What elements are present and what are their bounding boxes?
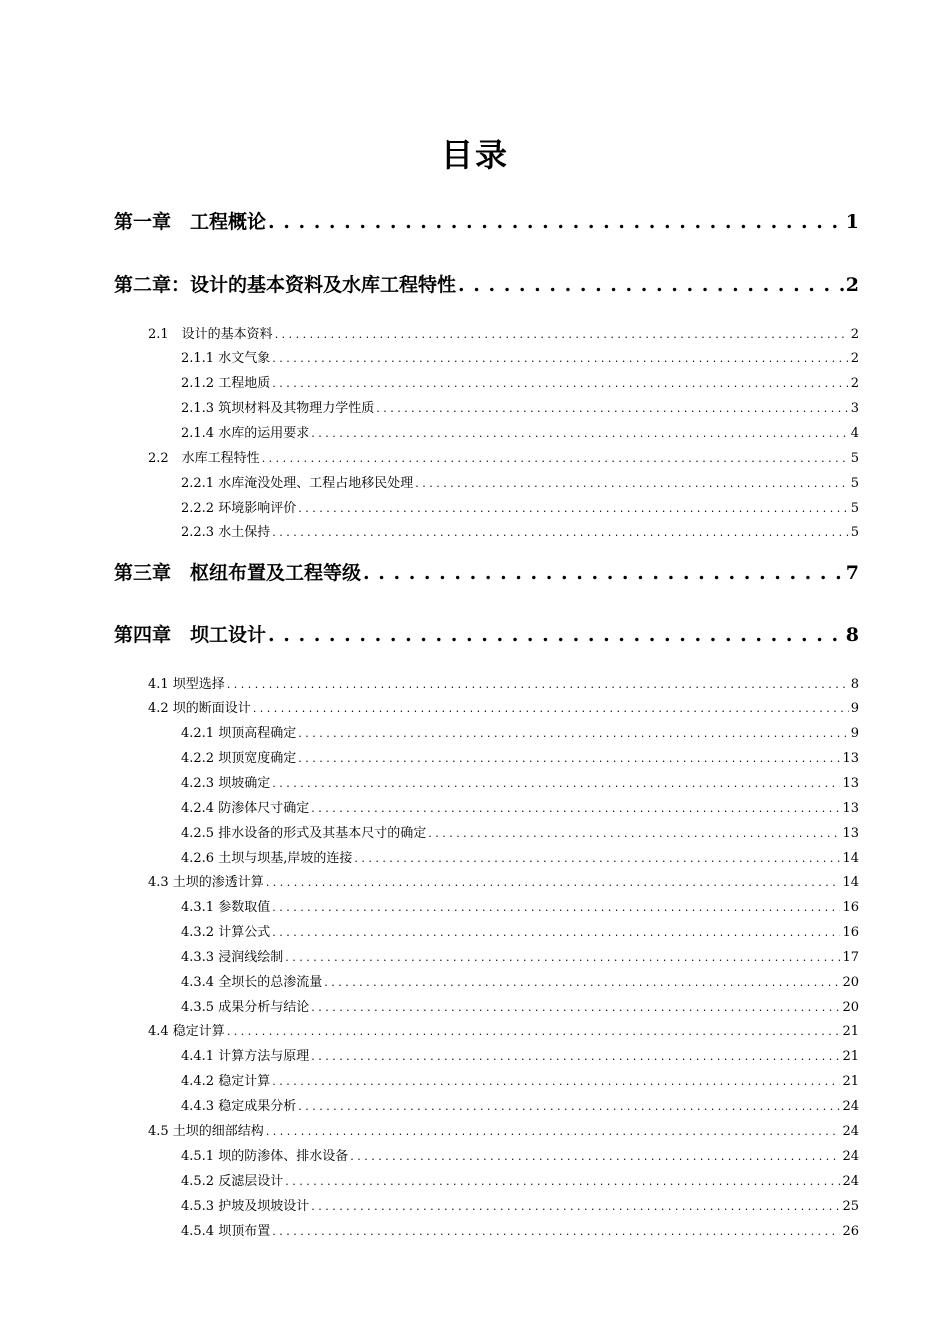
toc-entry-label: 2.2.2 环境影响评价 (181, 501, 297, 516)
toc-page-number: 7 (845, 562, 859, 584)
toc-entry-label: 4.3 土坝的渗透计算 (148, 875, 264, 890)
toc-page-number: 20 (842, 1000, 859, 1015)
toc-entry-label: 4.5.2 反滤层设计 (181, 1174, 284, 1189)
toc-entry-section[interactable] (148, 697, 859, 716)
toc-page-number: 21 (842, 1024, 859, 1039)
toc-entry-label: 4.4.3 稳定成果分析 (181, 1099, 297, 1114)
toc-page-number: 2 (845, 274, 859, 296)
toc-entry-subsection[interactable] (181, 497, 859, 516)
dot-leader (298, 502, 849, 515)
toc-entry-label: 第三章 枢纽布置及工程等级 (114, 562, 362, 584)
toc-page-number: 5 (850, 501, 859, 516)
toc-entry-section[interactable] (148, 1120, 859, 1139)
dot-leader (272, 352, 849, 365)
dot-leader (272, 526, 849, 539)
toc-page-number: 9 (850, 726, 859, 741)
toc-entry-chapter-4[interactable] (114, 620, 859, 647)
toc-entry-label: 4.2.2 坝顶宽度确定 (181, 751, 297, 766)
toc-entry-subsection[interactable] (181, 372, 859, 391)
toc-page-number: 16 (842, 925, 859, 940)
dot-leader (428, 827, 840, 840)
toc-entry-label: 4.1 坝型选择 (148, 677, 225, 692)
dot-leader (268, 624, 844, 646)
toc-entry-chapter-3[interactable] (114, 558, 859, 585)
toc-entry-label: 4.5.4 坝顶布置 (181, 1224, 271, 1239)
toc-entry-section[interactable] (148, 871, 859, 890)
toc-page-number: 21 (842, 1049, 859, 1064)
toc-entry-subsection[interactable] (181, 1170, 859, 1189)
dot-leader (311, 1200, 840, 1213)
dot-leader (272, 1225, 840, 1238)
toc-page-number: 13 (842, 751, 859, 766)
toc-page-number: 24 (842, 1174, 859, 1189)
toc-page-number: 5 (850, 476, 859, 491)
toc-entry-label: 4.3.2 计算公式 (181, 925, 271, 940)
toc-entry-subsection[interactable] (181, 472, 859, 491)
toc-entry-label: 4.4 稳定计算 (148, 1024, 225, 1039)
toc-entry-label: 4.3.3 浸润线绘制 (181, 950, 284, 965)
toc-entry-subsection[interactable] (181, 347, 859, 366)
toc-entry-label: 4.2.1 坝顶高程确定 (181, 726, 297, 741)
toc-page-number: 24 (842, 1124, 859, 1139)
dot-leader (350, 1150, 840, 1163)
dot-leader (227, 678, 849, 691)
toc-entry-subsection[interactable] (181, 422, 859, 441)
toc-entry-label: 4.2 坝的断面设计 (148, 701, 251, 716)
toc-page-number: 21 (842, 1074, 859, 1089)
toc-entry-label: 4.3.5 成果分析与结论 (181, 1000, 310, 1015)
toc-entry-label: 2.1.2 工程地质 (181, 376, 271, 391)
dot-leader (311, 1050, 840, 1063)
dot-leader (272, 926, 840, 939)
toc-entry-chapter-2[interactable] (114, 270, 859, 297)
toc-page-number: 2 (850, 327, 859, 342)
toc-entry-label: 4.2.6 土坝与坝基,岸坡的连接 (181, 851, 353, 866)
toc-entry-label: 4.2.3 坝坡确定 (181, 776, 271, 791)
toc-page-number: 14 (842, 851, 859, 866)
dot-leader (272, 1075, 840, 1088)
dot-leader (354, 852, 840, 865)
toc-page-number: 20 (842, 975, 859, 990)
toc-page-number: 4 (850, 426, 859, 441)
toc-page-number: 5 (850, 451, 859, 466)
toc-page-number: 8 (845, 624, 859, 646)
toc-page-number: 26 (842, 1224, 859, 1239)
toc-entry-subsection[interactable] (181, 822, 859, 841)
toc-page-number: 2 (850, 376, 859, 391)
toc-entry-subsection[interactable] (181, 996, 859, 1015)
toc-entry-label: 4.3.1 参数取值 (181, 900, 271, 915)
toc-page-number: 2 (850, 351, 859, 366)
dot-leader (266, 1125, 841, 1138)
toc-entry-chapter-1[interactable] (114, 207, 859, 234)
toc-entry-label: 4.4.2 稳定计算 (181, 1074, 271, 1089)
toc-entry-subsection[interactable] (181, 797, 859, 816)
toc-entry-section[interactable] (148, 1020, 859, 1039)
toc-entry-subsection[interactable] (181, 1220, 859, 1239)
dot-leader (272, 777, 840, 790)
toc-page-number: 13 (842, 801, 859, 816)
toc-entry-section[interactable] (148, 323, 859, 342)
toc-page-number: 24 (842, 1149, 859, 1164)
toc-page-number: 17 (842, 950, 859, 965)
dot-leader (275, 328, 849, 341)
toc-entry-label: 2.1.4 水库的运用要求 (181, 426, 310, 441)
dot-leader (376, 402, 849, 415)
toc-entry-label: 4.3.4 全坝长的总渗流量 (181, 975, 323, 990)
toc-entry-section[interactable] (148, 673, 859, 692)
toc-page-number: 1 (845, 211, 859, 233)
toc-entry-subsection[interactable] (181, 722, 859, 741)
dot-leader (272, 377, 849, 390)
toc-entry-subsection[interactable] (181, 747, 859, 766)
dot-leader (458, 274, 844, 296)
dot-leader (363, 562, 844, 584)
toc-entry-subsection[interactable] (181, 1095, 859, 1114)
toc-entry-label: 2.1.1 水文气象 (181, 351, 271, 366)
toc-entry-subsection[interactable] (181, 397, 859, 416)
dot-leader (268, 211, 844, 233)
toc-entry-subsection[interactable] (181, 1070, 859, 1089)
toc-entry-subsection[interactable] (181, 946, 859, 965)
dot-leader (253, 702, 849, 715)
dot-leader (272, 901, 840, 914)
dot-leader (266, 876, 841, 889)
toc-page-number: 16 (842, 900, 859, 915)
toc-entry-subsection[interactable] (181, 1195, 859, 1214)
toc-entry-label: 2.1.3 筑坝材料及其物理力学性质 (181, 401, 375, 416)
toc-page-number: 24 (842, 1099, 859, 1114)
toc-entry-label: 第二章：设计的基本资料及水库工程特性 (114, 274, 457, 296)
toc-page-number: 3 (850, 401, 859, 416)
dot-leader (311, 427, 849, 440)
toc-entry-subsection[interactable] (181, 921, 859, 940)
toc-entry-label: 2.2 水库工程特性 (148, 451, 260, 466)
toc-entry-label: 第一章 工程概论 (114, 211, 267, 233)
toc-entry-subsection[interactable] (181, 971, 859, 990)
toc-entry-label: 2.2.1 水库淹没处理、工程占地移民处理 (181, 476, 414, 491)
dot-leader (298, 1100, 840, 1113)
toc-page-number: 5 (850, 525, 859, 540)
toc-page-number: 13 (842, 826, 859, 841)
dot-leader (324, 976, 840, 989)
dot-leader (311, 802, 840, 815)
toc-entry-label: 4.4.1 计算方法与原理 (181, 1049, 310, 1064)
toc-entry-label: 4.2.4 防渗体尺寸确定 (181, 801, 310, 816)
dot-leader (262, 452, 849, 465)
toc-page-number: 9 (850, 701, 859, 716)
toc-entry-subsection[interactable] (181, 1045, 859, 1064)
dot-leader (298, 727, 849, 740)
dot-leader (285, 1175, 840, 1188)
toc-entry-subsection[interactable] (181, 847, 859, 866)
toc-page-number: 25 (842, 1199, 859, 1214)
toc-title: 目录 (440, 136, 509, 174)
dot-leader (298, 752, 840, 765)
toc-entry-subsection[interactable] (181, 521, 859, 540)
toc-entry-label: 第四章 坝工设计 (114, 624, 267, 646)
toc-page-number: 13 (842, 776, 859, 791)
toc-entry-label: 2.1 设计的基本资料 (148, 327, 273, 342)
toc-entry-label: 4.2.5 排水设备的形式及其基本尺寸的确定 (181, 826, 427, 841)
toc-entry-label: 2.2.3 水土保持 (181, 525, 271, 540)
dot-leader (227, 1025, 841, 1038)
dot-leader (415, 477, 849, 490)
toc-entry-subsection[interactable] (181, 772, 859, 791)
toc-entry-subsection[interactable] (181, 1145, 859, 1164)
toc-page-number: 8 (850, 677, 859, 692)
toc-entry-label: 4.5.1 坝的防渗体、排水设备 (181, 1149, 349, 1164)
toc-page-number: 14 (842, 875, 859, 890)
toc-entry-section[interactable] (148, 447, 859, 466)
toc-entry-subsection[interactable] (181, 896, 859, 915)
dot-leader (311, 1001, 840, 1014)
toc-entry-label: 4.5 土坝的细部结构 (148, 1124, 264, 1139)
toc-entry-label: 4.5.3 护坡及坝坡设计 (181, 1199, 310, 1214)
dot-leader (285, 951, 840, 964)
